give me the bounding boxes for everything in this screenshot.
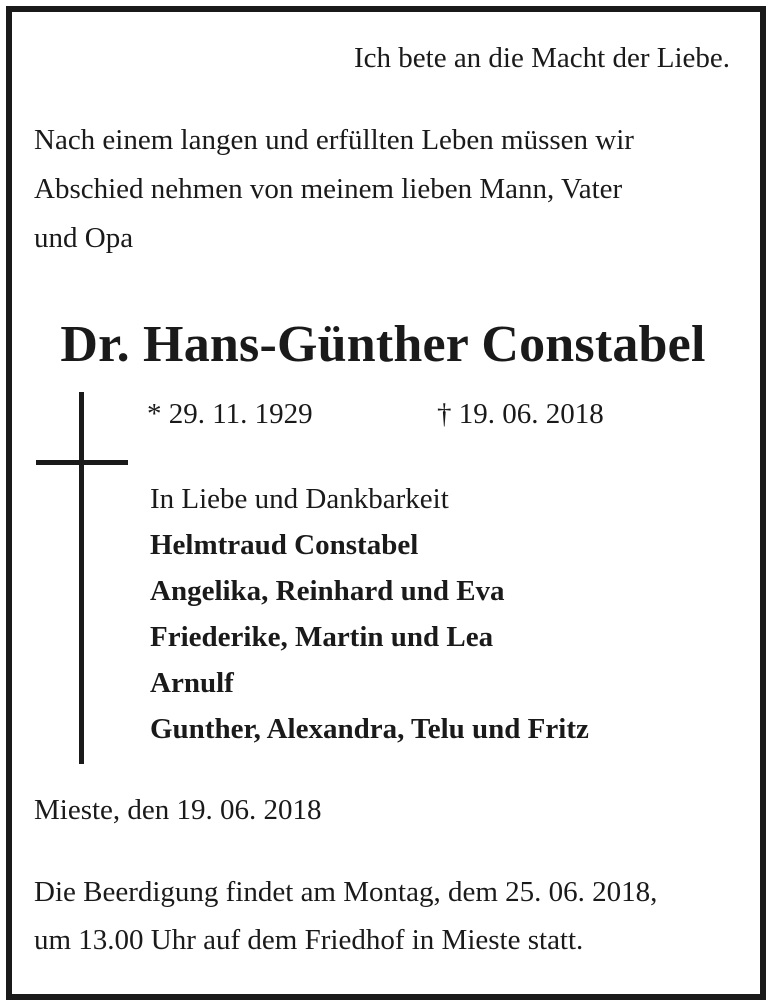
deceased-name: Dr. Hans-Günther Constabel: [60, 316, 706, 373]
cross-icon: [79, 392, 84, 764]
intro-line: und Opa: [34, 222, 134, 254]
mourner-name: Gunther, Alexandra, Telu und Fritz: [150, 713, 589, 745]
motto: Ich bete an die Macht der Liebe.: [353, 42, 730, 74]
intro-text: [34, 116, 734, 263]
funeral-info: [34, 868, 657, 964]
mourners-list: [150, 476, 589, 752]
funeral-line: Die Beerdigung findet am Montag, dem 25. 06. 2018,: [34, 876, 658, 908]
funeral-line: um 13.00 Uhr auf dem Friedhof in Mieste statt.: [34, 924, 584, 956]
death-date: † 19. 06. 2018: [437, 398, 604, 430]
mourner-name: Arnulf: [150, 667, 234, 699]
mourners-heading: In Liebe und Dankbarkeit: [150, 483, 449, 515]
mourner-name: Helmtraud Constabel: [150, 529, 419, 561]
cross-icon-bar: [36, 460, 128, 465]
intro-line: Nach einem langen und erfüllten Leben müssen wir: [34, 124, 634, 156]
mourner-name: Friederike, Martin und Lea: [150, 621, 494, 653]
intro-line: Abschied nehmen von meinem lieben Mann, Vater: [34, 173, 623, 205]
birth-date: * 29. 11. 1929: [147, 398, 313, 430]
place-date: Mieste, den 19. 06. 2018: [34, 794, 322, 826]
mourner-name: Angelika, Reinhard und Eva: [150, 575, 505, 607]
